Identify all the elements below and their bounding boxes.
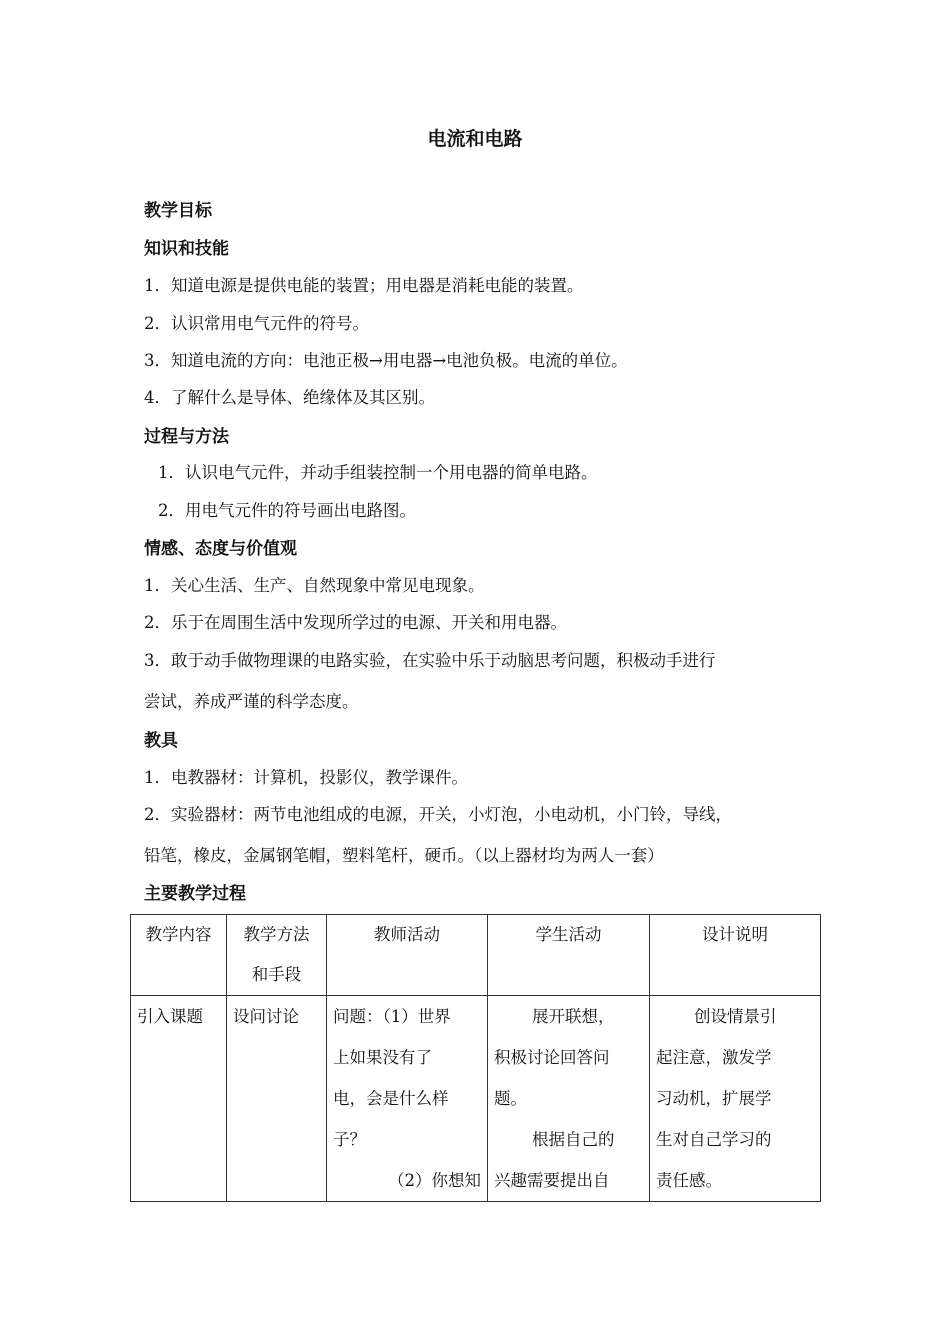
emotion-heading: 情感、态度与价值观 [144, 539, 297, 559]
student-line: 题。 [494, 1089, 527, 1108]
header-design: 设计说明 [650, 915, 821, 996]
emotion-item: 1．关心生活、生产、自然现象中常见电现象。 [144, 576, 485, 595]
knowledge-heading: 知识和技能 [144, 239, 229, 259]
header-content: 教学内容 [131, 915, 227, 996]
teacher-line: 子？ [333, 1130, 366, 1149]
header-method [227, 915, 327, 996]
process-item: 2．用电气元件的符号画出电路图。 [158, 501, 416, 520]
teacher-line: 上如果没有了 [333, 1048, 432, 1067]
emotion-item: 尝试，养成严谨的科学态度。 [144, 692, 359, 711]
student-line: 根据自己的 [531, 1130, 615, 1149]
cell-method: 设问讨论 [227, 996, 327, 1202]
teacher-line: 电，会是什么样 [333, 1089, 449, 1108]
goals-heading: 教学目标 [144, 201, 212, 221]
teacher-line: 问题：（1）世界 [333, 1007, 451, 1026]
process-heading: 过程与方法 [144, 427, 229, 447]
teacher-line: （2）你想知 [388, 1171, 481, 1190]
emotion-item: 2．乐于在周围生活中发现所学过的电源、开关和用电器。 [144, 613, 567, 632]
teaching-process-table [130, 914, 821, 1202]
main-process-heading: 主要教学过程 [144, 884, 246, 904]
tools-item: 铅笔，橡皮，金属钢笔帽，塑料笔杆，硬币。（以上器材均为两人一套） [144, 846, 664, 865]
design-line: 责任感。 [656, 1171, 722, 1190]
header-method-line: 教学方法 [243, 925, 310, 944]
cell-student [488, 996, 650, 1202]
design-line: 创设情景引 [693, 1007, 777, 1026]
cell-design [650, 996, 821, 1202]
student-line: 积极讨论回答问 [494, 1048, 610, 1067]
page-title: 电流和电路 [427, 128, 523, 150]
table-row [131, 996, 821, 1202]
header-student: 学生活动 [488, 915, 650, 996]
tools-item: 2．实验器材：两节电池组成的电源，开关，小灯泡，小电动机，小门铃，导线， [144, 805, 732, 824]
knowledge-item: 2．认识常用电气元件的符号。 [144, 314, 369, 333]
header-method-line: 和手段 [251, 965, 302, 984]
student-line: 展开联想， [531, 1007, 615, 1026]
knowledge-item: 1．知道电源是提供电能的装置；用电器是消耗电能的装置。 [144, 276, 584, 295]
tools-item: 1．电教器材：计算机，投影仪，教学课件。 [144, 768, 468, 787]
process-item: 1．认识电气元件，并动手组装控制一个用电器的简单电路。 [158, 463, 598, 482]
knowledge-item: 3．知道电流的方向：电池正极→用电器→电池负极。电流的单位。 [144, 351, 628, 370]
knowledge-item: 4．了解什么是导体、绝缘体及其区别。 [144, 388, 435, 407]
table-header-row [131, 915, 821, 996]
student-line: 兴趣需要提出自 [494, 1171, 610, 1190]
tools-heading: 教具 [144, 731, 178, 751]
design-line: 习动机，扩展学 [656, 1089, 772, 1108]
design-line: 生对自己学习的 [656, 1130, 772, 1149]
design-line: 起注意，激发学 [656, 1048, 772, 1067]
emotion-item: 3．敢于动手做物理课的电路实验，在实验中乐于动脑思考问题，积极动手进行 [144, 651, 716, 670]
cell-teacher [327, 996, 488, 1202]
cell-content: 引入课题 [131, 996, 227, 1202]
header-teacher: 教师活动 [327, 915, 488, 996]
